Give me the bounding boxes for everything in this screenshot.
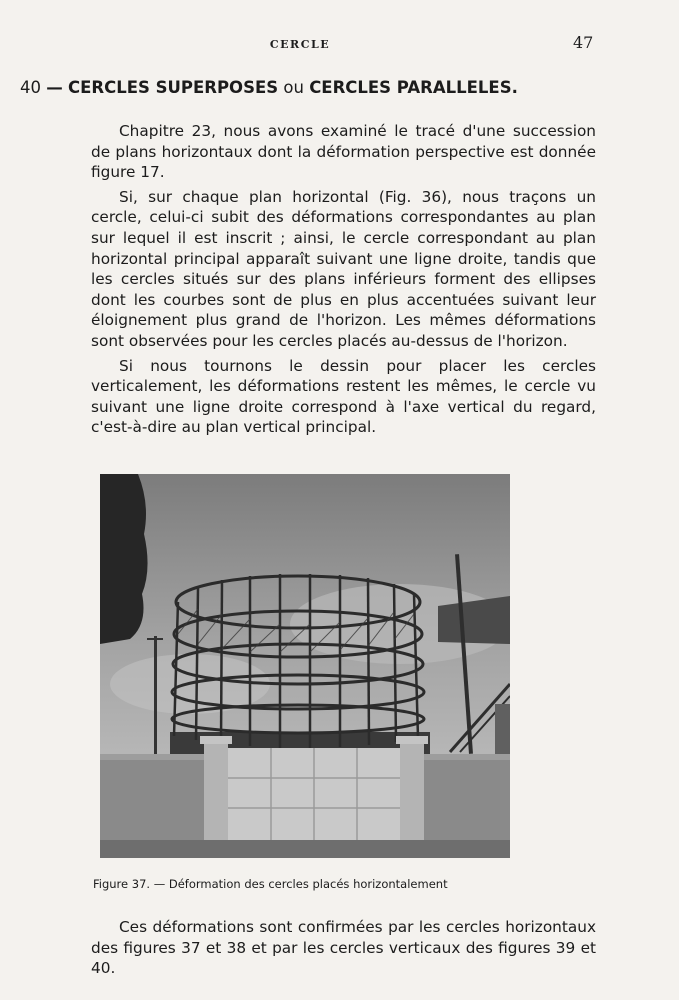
closing-paragraph: Ces déformations sont confirmées par les cercles horizontaux des figures 37 et 38 et par les cercles verticaux des figures 39 et 40. [91, 918, 596, 978]
figure-caption: Figure 37. — Déformation des cercles placés horizontalement [93, 877, 448, 891]
paragraph-3: Si nous tournons le dessin pour placer les cercles verticalement, les déformations restent les mêmes, le cercle vu suivant une ligne droite correspond à l'axe vertical du regard, c'est-à-dire au plan vertical principal. [91, 356, 596, 437]
running-head: CERCLE [269, 38, 331, 51]
section-title-part2: CERCLES PARALLELES. [309, 78, 518, 97]
paragraph-1: Chapitre 23, nous avons examiné le tracé d'une succession de plans horizontaux dont la déformation perspective est donnée figure 17. [91, 122, 596, 182]
section-dash: — [46, 78, 63, 97]
section-heading [20, 78, 660, 97]
section-title-connector: ou [283, 78, 304, 97]
page-number: 47 [573, 33, 594, 52]
figure-37-photo [100, 474, 510, 858]
section-title-part1: CERCLES SUPERPOSES [68, 78, 279, 97]
paragraph-2: Si, sur chaque plan horizontal (Fig. 36), nous traçons un cercle, celui-ci subit des déformations correspondantes au plan sur lequel il est inscrit ; ainsi, le cercle correspondant au plan horizontal principal apparaît suivant une ligne droite, tandis que les cercles situés sur des plans inférieurs forment des ellipses dont les courbes sont de plus en plus accentuées suivant leur éloignement plus grand de l'horizon. Les mêmes déformations sont observées pour les cercles placés au-dessus de l'horizon. [91, 187, 596, 350]
body-text [91, 121, 596, 442]
closing-text [91, 917, 596, 983]
section-number: 40 [20, 78, 41, 97]
